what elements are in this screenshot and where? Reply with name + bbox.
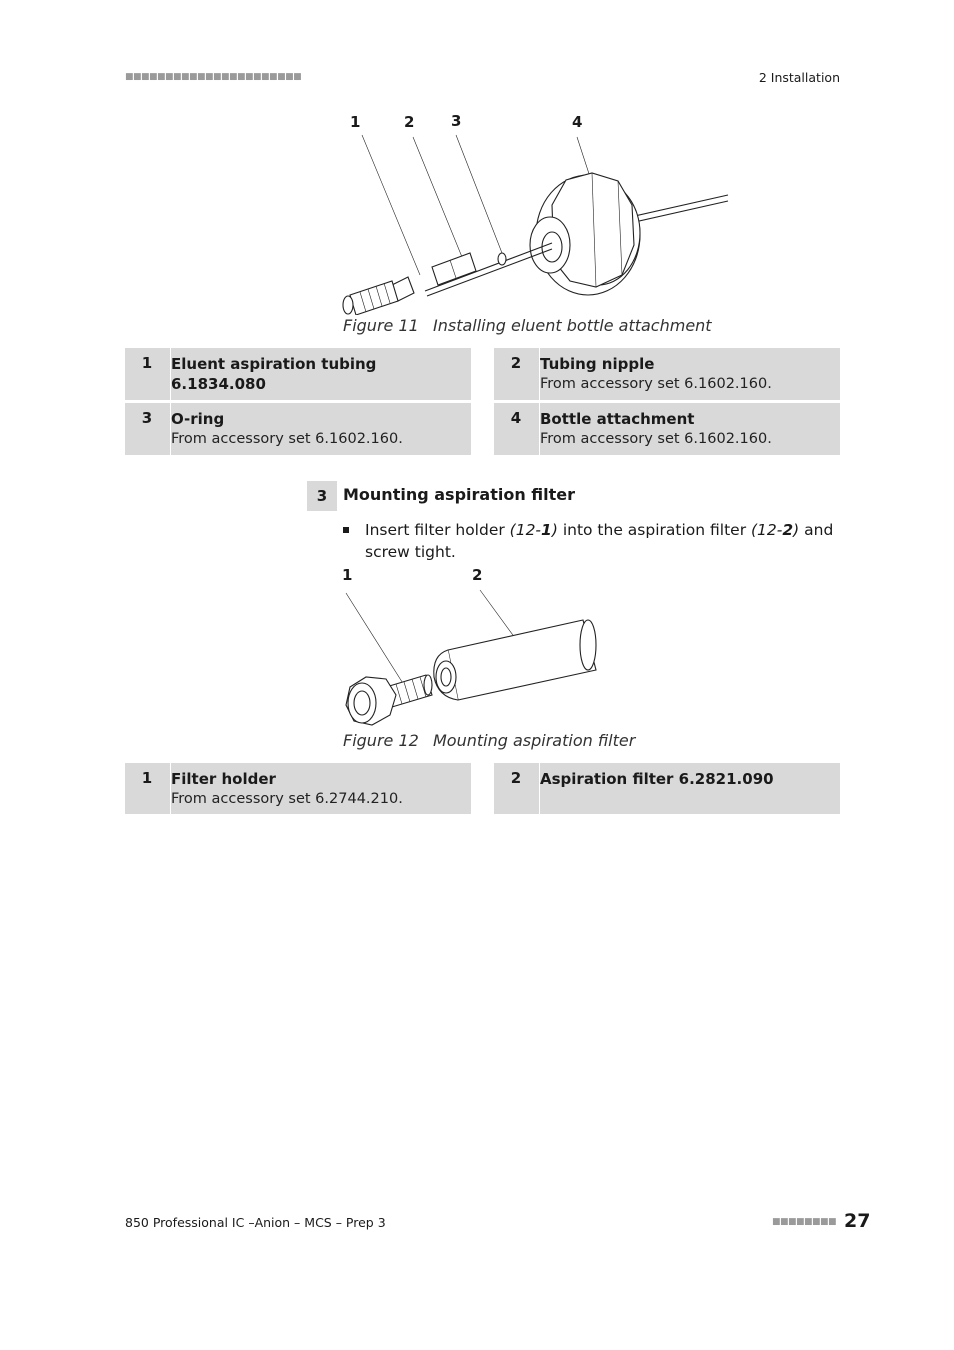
figure12-label-2: 2: [472, 566, 483, 584]
figure11-illustration: [330, 125, 750, 315]
legend-title: Aspiration filter 6.2821.090: [540, 770, 774, 788]
legend-title: Filter holder: [171, 770, 276, 788]
figure-reference: (12-1): [509, 521, 558, 539]
legend-number: 4: [510, 409, 522, 427]
legend-number: 1: [141, 769, 153, 787]
legend-title: Eluent aspiration tubing 6.1834.080: [171, 355, 377, 393]
figure11-label-2: 2: [404, 113, 415, 131]
figure11-caption-number: Figure 11: [343, 316, 419, 335]
footer-decoration: ■■■■■■■■: [772, 1217, 837, 1227]
legend-description: From accessory set 6.1602.160.: [540, 376, 772, 392]
step-bullet-text: [343, 519, 843, 563]
legend-item: [125, 763, 471, 814]
legend-title: O-ring: [171, 410, 225, 428]
legend-item: [125, 348, 471, 400]
page-number: 27: [844, 1210, 871, 1232]
bullet-text-part: and screw tight.: [365, 521, 834, 561]
step-number: 3: [307, 481, 337, 511]
bullet-text-part: into the aspiration filter: [557, 521, 751, 539]
figure11-label-3: 3: [451, 112, 462, 130]
figure11-label-4: 4: [572, 113, 583, 131]
figure12-caption-number: Figure 12: [343, 731, 419, 750]
legend-number: 2: [510, 769, 522, 787]
figure12-illustration: [338, 585, 608, 730]
figure11-caption: [343, 316, 712, 335]
footer-document-title: 850 Professional IC –Anion – MCS – Prep 3: [125, 1215, 386, 1230]
step-bullet: [343, 519, 843, 563]
bullet-square-icon: [343, 527, 349, 533]
figure11-caption-text: Installing eluent bottle attachment: [433, 316, 712, 335]
legend-item: [125, 403, 471, 455]
legend-number: 3: [141, 409, 153, 427]
header-decoration: ■■■■■■■■■■■■■■■■■■■■■■: [125, 72, 302, 82]
legend-description: From accessory set 6.1602.160.: [540, 431, 772, 447]
legend-item: [494, 348, 840, 400]
legend-item: [494, 403, 840, 455]
legend-description: From accessory set 6.1602.160.: [171, 431, 403, 447]
chapter-title: 2 Installation: [758, 70, 840, 85]
legend-description: From accessory set 6.2744.210.: [171, 791, 403, 807]
bullet-text-part: Insert filter holder: [365, 521, 510, 539]
legend-title: Tubing nipple: [540, 355, 655, 373]
legend-title: Bottle attachment: [540, 410, 695, 428]
figure-reference: (12-2): [751, 521, 800, 539]
figure12-label-1: 1: [342, 566, 353, 584]
figure12-caption-text: Mounting aspiration filter: [433, 731, 636, 750]
legend-number: 2: [510, 354, 522, 372]
step-title: Mounting aspiration filter: [343, 485, 576, 504]
figure12-caption: [343, 731, 635, 750]
figure11-label-1: 1: [350, 113, 361, 131]
legend-number: 1: [141, 354, 153, 372]
legend-item: [494, 763, 840, 814]
